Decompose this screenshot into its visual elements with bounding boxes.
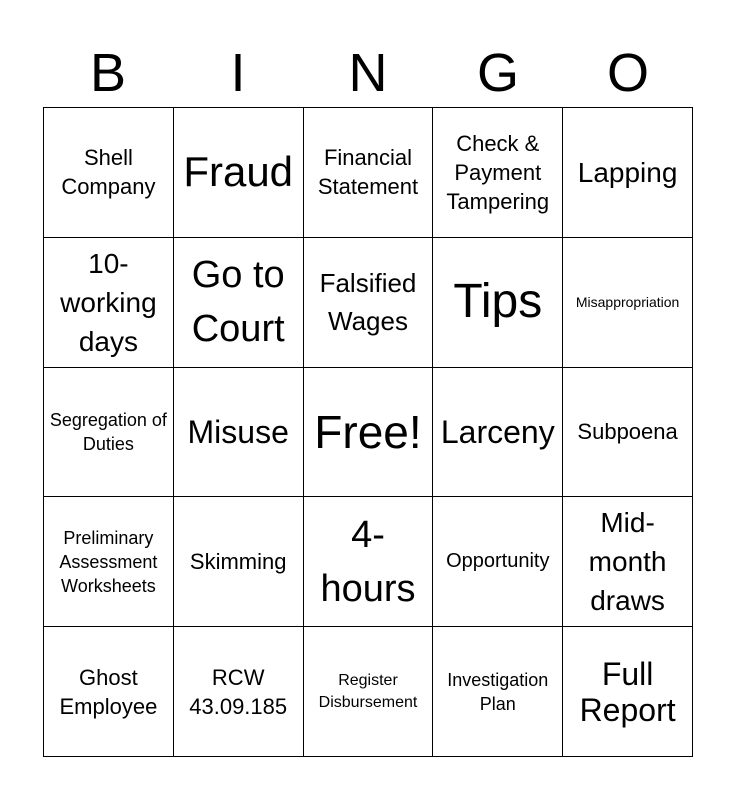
cell-label: Preliminary Assessment Worksheets [59,527,158,596]
cell-label: Subpoena [577,419,678,445]
header-letter-i: I [230,43,246,103]
cell-label: RCW 43.09.185 [189,664,288,719]
cell-label: Full Report [579,655,676,728]
header-letter-o: O [606,43,649,103]
cell-label: Investigation Plan [447,669,549,714]
bingo-cell-r0-c1[interactable] [174,108,304,238]
bingo-cell-r3-c2[interactable] [304,497,434,627]
cell-label: Lapping [577,156,678,188]
bingo-cell-r2-c1[interactable] [174,368,304,498]
cell-label: Segregation of Duties [49,409,167,454]
cell-label: Register Disbursement [318,671,418,711]
bingo-cell-r2-c4[interactable] [563,368,693,498]
bingo-cell-r4-c3[interactable] [433,627,563,757]
bingo-cell-r0-c0[interactable] [44,108,174,238]
header-letter-g: G [476,43,519,103]
cell-label: Mid-month draws [588,507,667,617]
bingo-cell-r4-c1[interactable] [174,627,304,757]
cell-label: Falsified Wages [319,268,417,337]
cell-label: Larceny [440,413,555,450]
bingo-cell-r0-c2[interactable] [304,108,434,238]
header-letter-n: N [348,43,388,103]
bingo-cell-r4-c2[interactable] [304,627,434,757]
bingo-cell-r2-c3[interactable] [433,368,563,498]
bingo-cell-r1-c4[interactable] [563,238,693,368]
cell-label: Financial Statement [317,145,419,200]
bingo-cell-r2-c2[interactable] [304,368,434,498]
cell-label: Tips [453,275,543,329]
header-letter-b: B [89,43,127,103]
cell-label: Shell Company [61,145,156,200]
bingo-cell-r0-c3[interactable] [433,108,563,238]
bingo-header [43,40,693,106]
cell-label: Free! [314,405,422,458]
bingo-board [43,107,693,757]
cell-label: Misuse [187,413,289,450]
bingo-cell-r1-c3[interactable] [433,238,563,368]
cell-label: Go to Court [191,254,285,351]
bingo-cell-r4-c4[interactable] [563,627,693,757]
cell-label: 10-working days [60,247,157,357]
bingo-cell-r3-c3[interactable] [433,497,563,627]
bingo-cell-r1-c0[interactable] [44,238,174,368]
cell-label: Check & Payment Tampering [446,130,550,214]
cell-label: Ghost Employee [59,664,158,719]
bingo-cell-r1-c2[interactable] [304,238,434,368]
cell-label: 4-hours [320,513,416,610]
cell-label: Opportunity [446,550,550,573]
cell-label: Skimming [189,549,287,575]
bingo-cell-r2-c0[interactable] [44,368,174,498]
bingo-cell-r3-c0[interactable] [44,497,174,627]
bingo-cell-r0-c4[interactable] [563,108,693,238]
bingo-cell-r3-c4[interactable] [563,497,693,627]
cell-label: Fraud [183,148,294,196]
bingo-cell-r3-c1[interactable] [174,497,304,627]
cell-label: Misappropriation [575,293,680,310]
bingo-cell-r4-c0[interactable] [44,627,174,757]
bingo-cell-r1-c1[interactable] [174,238,304,368]
